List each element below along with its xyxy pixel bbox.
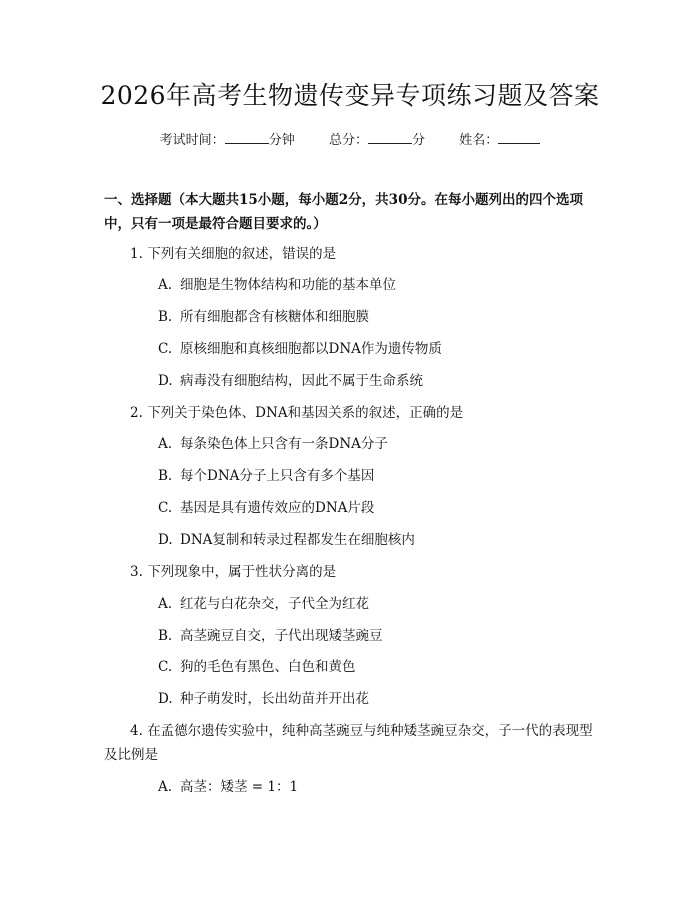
- option-letter: C.: [158, 659, 173, 675]
- question-number: 1.: [130, 246, 143, 262]
- option-4a: [158, 775, 598, 799]
- option-1c: [158, 337, 598, 361]
- option-letter: C.: [158, 500, 173, 516]
- option-3b: [158, 624, 598, 648]
- option-letter: D.: [158, 691, 173, 707]
- option-letter: A.: [158, 277, 173, 293]
- section-heading: 一、选择题（本大题共15小题，每小题2分，共30分。在每小题列出的四个选项中，只有一项是最符合题目要求的。）: [104, 192, 583, 232]
- page-title: 2026年高考生物遗传变异专项练习题及答案: [100, 81, 600, 110]
- option-text: 高茎：矮茎 = 1：1: [180, 779, 299, 795]
- option-text: 每个DNA分子上只含有多个基因: [180, 468, 375, 484]
- time-label: 考试时间：: [159, 133, 225, 148]
- option-letter: D.: [158, 373, 173, 389]
- option-text: 狗的毛色有黑色、白色和黄色: [180, 659, 356, 675]
- question-4: [104, 719, 598, 767]
- option-3c: [158, 655, 598, 679]
- question-number: 3.: [130, 564, 143, 580]
- exam-meta-line: [0, 129, 700, 152]
- option-1a: [158, 273, 598, 297]
- option-1d: [158, 369, 598, 393]
- option-2a: [158, 432, 598, 456]
- option-letter: B.: [158, 468, 173, 484]
- question-stem: 在孟德尔遗传实验中，纯种高茎豌豆与纯种矮茎豌豆杂交，子一代的表现型及比例是: [104, 723, 593, 763]
- option-letter: A.: [158, 436, 173, 452]
- option-2d: [158, 528, 598, 552]
- option-text: 病毒没有细胞结构，因此不属于生命系统: [180, 373, 423, 389]
- option-text: 高茎豌豆自交，子代出现矮茎豌豆: [180, 628, 383, 644]
- time-blank: [225, 129, 269, 144]
- score-unit: 分: [412, 133, 426, 148]
- score-blank: [368, 129, 412, 144]
- option-letter: B.: [158, 628, 173, 644]
- option-text: DNA复制和转录过程都发生在细胞核内: [180, 532, 415, 548]
- option-3d: [158, 687, 598, 711]
- option-text: 原核细胞和真核细胞都以DNA作为遗传物质: [180, 341, 442, 357]
- option-letter: A.: [158, 596, 173, 612]
- question-3: [104, 560, 598, 584]
- option-1b: [158, 305, 598, 329]
- option-2c: [158, 496, 598, 520]
- option-text: 细胞是生物体结构和功能的基本单位: [180, 277, 396, 293]
- option-letter: D.: [158, 532, 173, 548]
- name-blank: [498, 129, 540, 144]
- question-number: 4.: [130, 723, 143, 739]
- question-stem: 下列关于染色体、DNA和基因关系的叙述，正确的是: [147, 405, 464, 421]
- question-number: 2.: [130, 405, 143, 421]
- option-letter: C.: [158, 341, 173, 357]
- question-2: [104, 401, 598, 425]
- option-text: 基因是具有遗传效应的DNA片段: [180, 500, 375, 516]
- option-letter: B.: [158, 309, 173, 325]
- name-label: 姓名：: [459, 133, 499, 148]
- time-unit: 分钟: [268, 133, 295, 148]
- score-label: 总分：: [328, 133, 368, 148]
- option-2b: [158, 464, 598, 488]
- option-3a: [158, 592, 598, 616]
- option-text: 种子萌发时，长出幼苗并开出花: [180, 691, 369, 707]
- question-stem: 下列有关细胞的叙述，错误的是: [147, 246, 337, 262]
- option-letter: A.: [158, 779, 173, 795]
- question-1: [104, 242, 598, 266]
- option-text: 红花与白花杂交，子代全为红花: [180, 596, 369, 612]
- option-text: 所有细胞都含有核糖体和细胞膜: [180, 309, 369, 325]
- question-stem: 下列现象中，属于性状分离的是: [147, 564, 337, 580]
- option-text: 每条染色体上只含有一条DNA分子: [180, 436, 388, 452]
